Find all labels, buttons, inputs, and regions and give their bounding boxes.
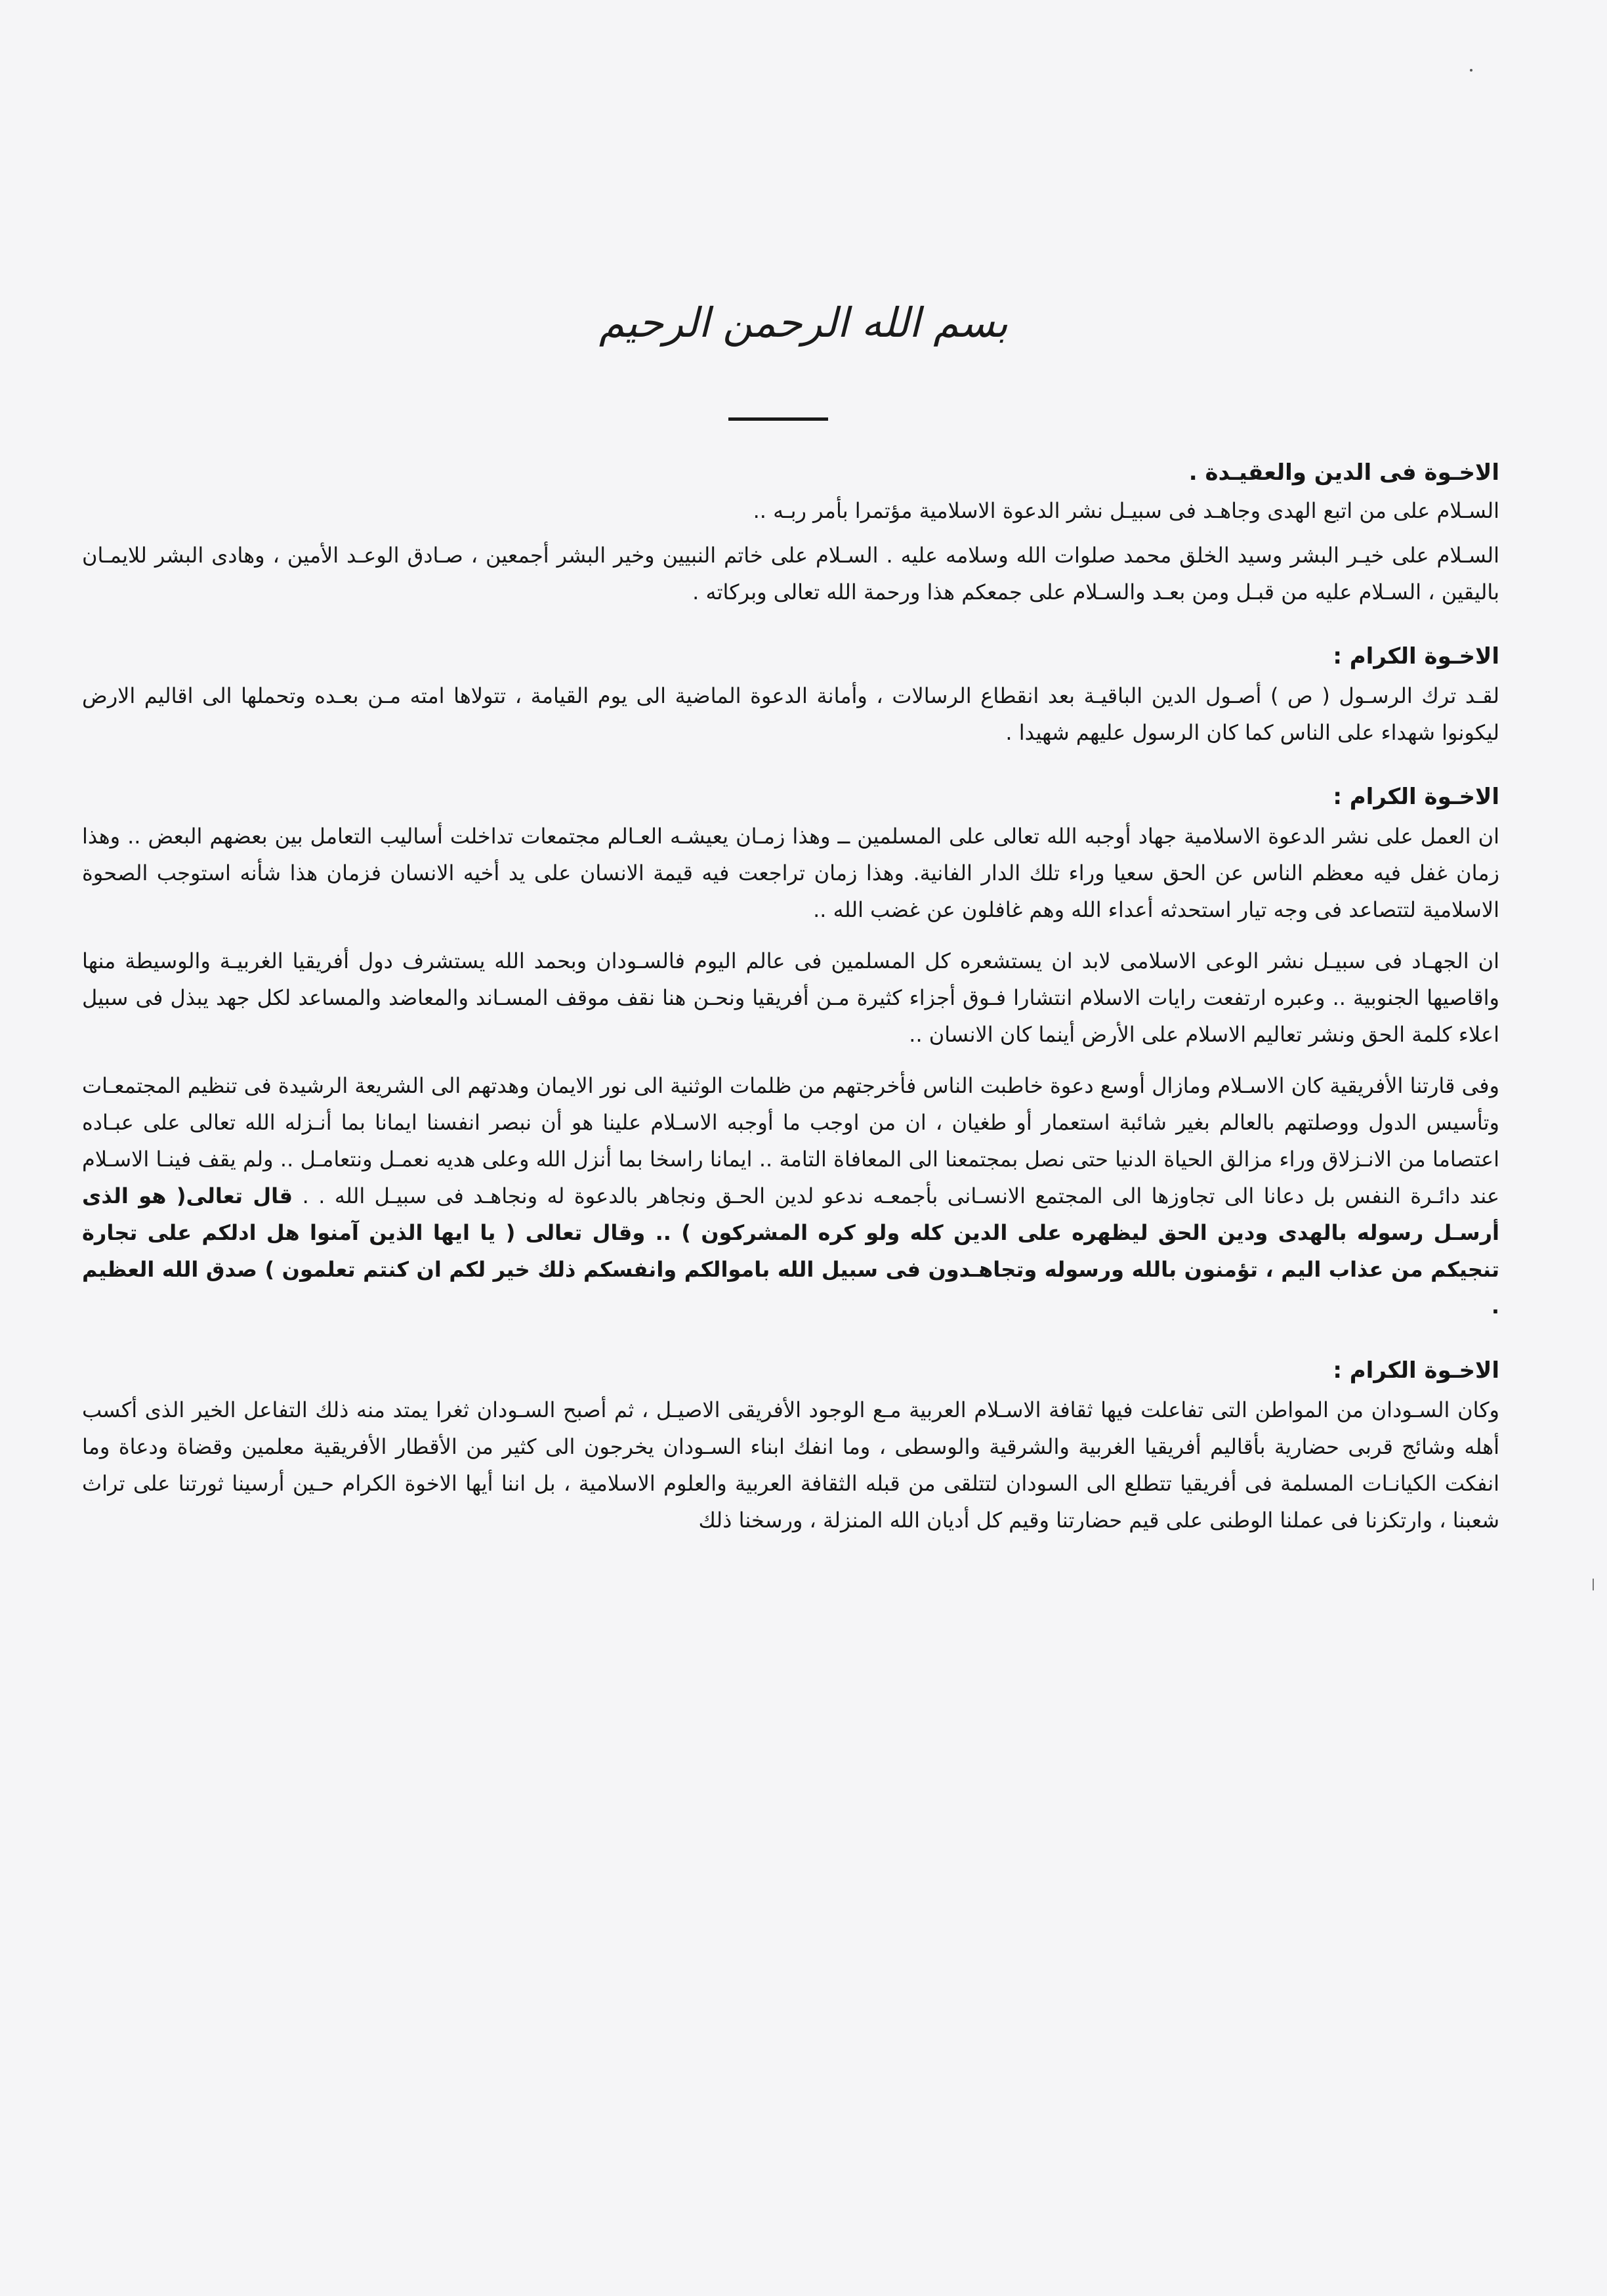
scan-mark — [1593, 1579, 1594, 1590]
paragraph: لقـد ترك الرسـول ( ص ) أصـول الدين الباقيـة بعد انقطاع الرسالات ، وأمانة الدعوة الماضية الى يوم القيامة ، تتولاها امته مـن بعـده وتحملها الى اقاليم الارض ليكونوا شهداء على الناس كما كان الرسول عليهم شهيدا . — [82, 683, 1499, 745]
paragraph: السـلام على من اتبع الهدى وجاهـد فى سبيـل نشر الدعوة الاسلامية مؤتمرا بأمر ربـه .. — [753, 498, 1499, 523]
section-heading: الاخـوة الكرام : — [1333, 784, 1499, 810]
scan-speck — [1470, 69, 1472, 72]
section-heading: الاخـوة الكرام : — [1333, 643, 1499, 670]
section-sudan — [82, 1357, 1499, 1539]
basmala-heading: بسم الله الرحمن الرحيم — [598, 299, 1009, 347]
section-greeting — [82, 459, 1499, 610]
heading-divider — [728, 417, 828, 421]
paragraph: السـلام على خيـر البشر وسيد الخلق محمد صلوات الله وسلامه عليه . السـلام على خاتم النبيين وخير البشر أجمعين ، صـادق الوعـد الأمين ، وهادى البشر للايمـان باليقين ، السـلام عليه من قبـل ومن بعـد والسـلام على جمعكم هذا ورحمة الله تعالى وبركاته . — [82, 543, 1499, 605]
paragraph: ان الجهـاد فى سبيـل نشر الوعى الاسلامى لابد ان يستشعره كل المسلمين فى عالم اليوم فالسـودان وبحمد الله يستشرف دول أفريقيا الغربيـة والوسيطة منها واقاصيها الجنوبية .. وعبره ارتفعت رايات الاسلام انتشارا فـوق أجزاء كثيرة مـن أفريقيا ونحـن هنا نقف موقف المسـاند والمعاضد والمساعد لكل جهد يبذل فى سبيل اعلاء كلمة الحق ونشر تعاليم الاسلام على الأرض أينما كان الانسان .. — [82, 948, 1499, 1047]
section-heading: الاخـوة الكرام : — [1333, 1357, 1499, 1384]
paragraph: ان العمل على نشر الدعوة الاسلامية جهاد أوجبه الله تعالى على المسلمين ــ وهذا زمـان يعيشـه العـالم مجتمعات تداخلت أساليب التعامل بين بعضهم البعض .. وهذا زمان غفل فيه معظم الناس عن الحق سعيا وراء تلك الدار الفانية. وهذا زمان تراجعت فيه قيمة الانسان على يد أخيه الانسان فزمان هذا شأنه استوجب الصحوة الاسلامية لتتصاعد فى وجه تيار استحدثه أعداء الله وهم غافلون عن غضب الله .. — [82, 824, 1499, 922]
section-jihad — [82, 784, 1499, 1325]
paragraph-text: وفى قارتنا الأفريقية كان الاسـلام ومازال أوسع دعوة خاطبت الناس فأخرجتهم من ظلمات الوثنية الى نور الايمان وهدتهم الى الشريعة الرشيدة فى تنظيم المجتمعـات وتأسيس الدول ووصلتهم بالعالم بغير شائبة استعمار أو طغيان ، ان من اوجب ما أوجبه الاسـلام علينا هو أن نبصر انفسنا ايمانا بما أنـزله الله تعالى على عبـاده اعتصاما من الانـزلاق وراء مزالق الحياة الدنيا حتى نصل بمجتمعنا الى المعافاة التامة .. ايمانا راسخا بما أنزل الله وعلى هديه نعمـل ونتعامـل .. ولم يقف فينـا الاسـلام عند دائـرة النفس بل دعانا الى تجاوزها الى المجتمع الانسـانى بأجمعـه ندعو لدين الحـق ونجاهر بالدعوة له ونجاهـد فى سبيـل الله . . — [82, 1073, 1500, 1208]
paragraph-with-quote — [82, 1067, 1499, 1325]
quran-quote: ( هو الذى أرسـل رسوله بالهدى ودين الحق ليظهره على الدين كله ولو كره المشركون ) .. وقال تعالى ( يا ايها الذين آمنوا هل ادلكم على تجارة تنجيكم من عذاب اليم ، تؤمنون بالله ورسوله وتجاهـدون فى سبيل الله باموالكم وانفسكم ذلك خير لكم ان كنتم تعلمون ) صدق الله العظيم . — [82, 1183, 1499, 1319]
quote-intro: قال تعالى — [186, 1183, 293, 1208]
section-legacy — [82, 643, 1499, 751]
paragraph: وكان السـودان من المواطن التى تفاعلت فيها ثقافة الاسـلام العربية مـع الوجود الأفريقى الاصيـل ، ثم أصبح السـودان ثغرا يمتد منه ذلك التفاعل الخير الذى أكسب أهله وشائج قربى حضارية بأقاليم أفريقيا الغربية والشرقية والوسطى ، وما انفك ابناء السـودان يخرجون الى كثير من الأقطار الأفريقية معلمين وقضاة ودعاة وما انفكت الكيانـات المسلمة فى أفريقيا تتطلع الى السودان لتتلقى من قبله الثقافة العربية والعلوم الاسلامية ، بل اننا أيها الاخوة الكرام حـين أرسينا ثورتنا على تراث شعبنا ، وارتكزنا فى عملنا الوطنى على قيم حضارتنا وقيم كل أديان الله المنزلة ، ورسخنا ذلك — [82, 1397, 1499, 1533]
letter-body — [82, 459, 1499, 1539]
section-heading: الاخـوة فى الدين والعقيـدة . — [1188, 459, 1499, 486]
